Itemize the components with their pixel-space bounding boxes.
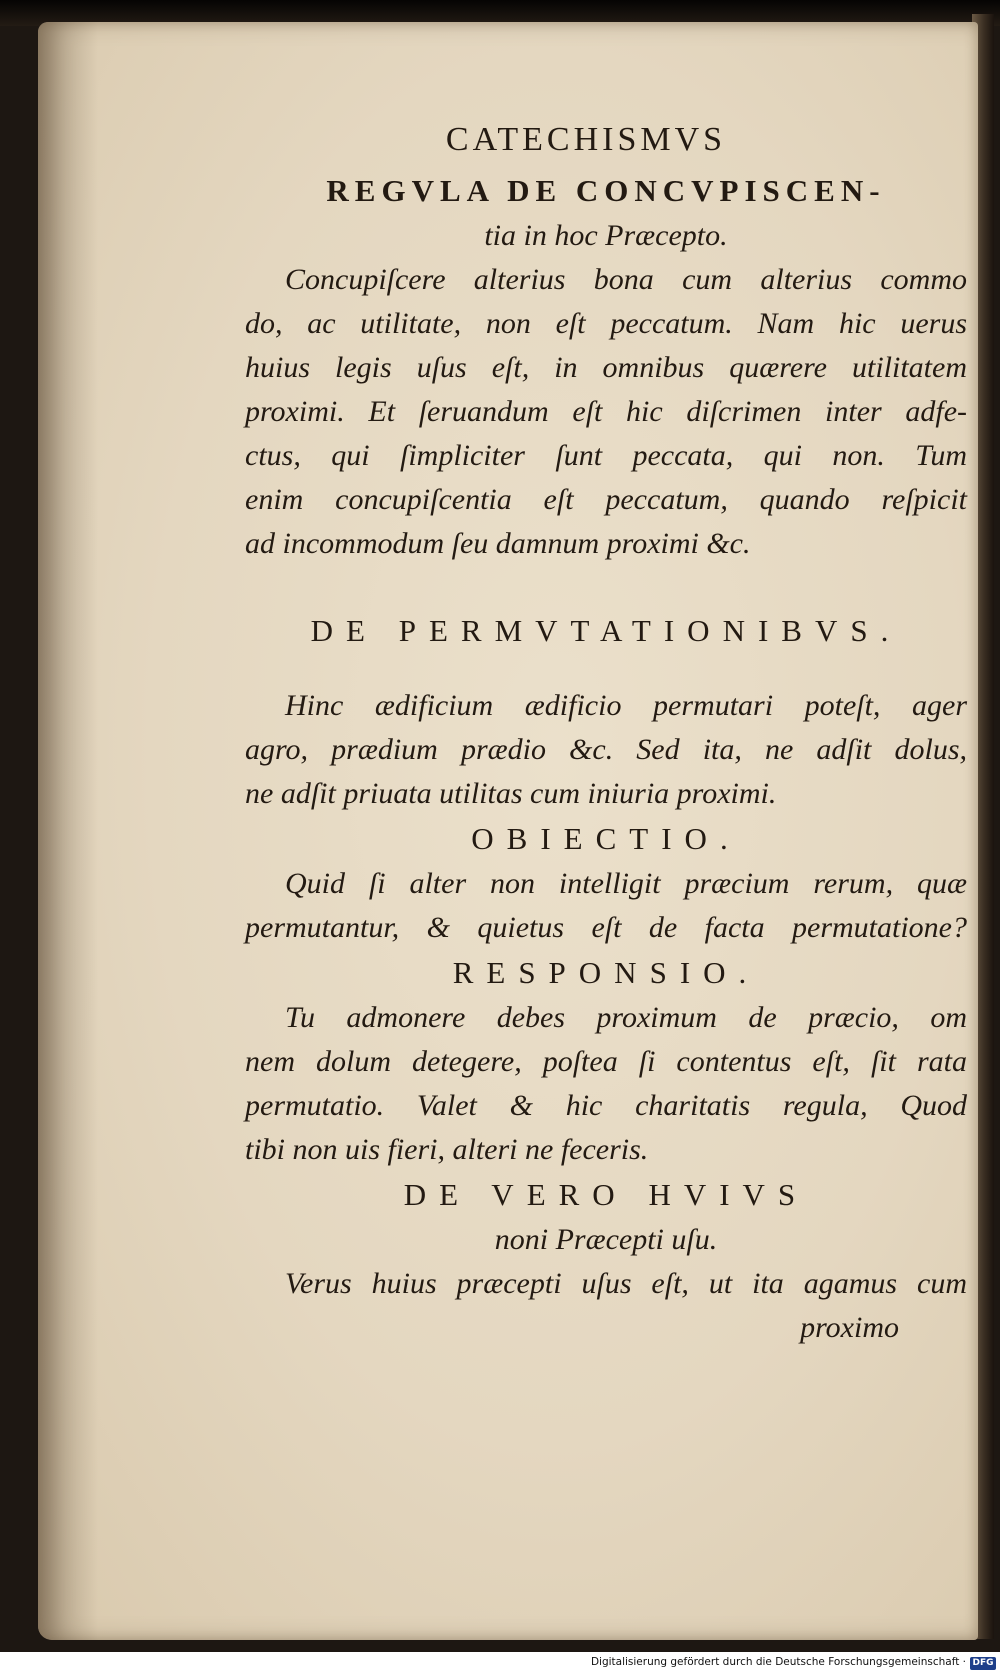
text-line: Quid ſi alter non intelligit præcium rerum, quæ bbox=[285, 867, 967, 900]
text-line: Tu admonere debes proximum de præcio, om bbox=[285, 1001, 967, 1034]
text-line: permutatio. Valet & hic charitatis regula, Quod bbox=[245, 1089, 967, 1122]
text-line: Hinc ædificium ædificio permutari poteſt, ager bbox=[285, 689, 967, 722]
text-line: do, ac utilitate, non eſt peccatum. Nam hic uerus bbox=[245, 307, 967, 340]
text-line: nem dolum detegere, poſtea ſi contentus eſt, ſit rata bbox=[245, 1045, 967, 1078]
paragraph-vero bbox=[245, 1262, 967, 1306]
paragraph-permutationibus bbox=[245, 684, 967, 816]
gutter-shadow bbox=[38, 22, 98, 1640]
digitization-footer bbox=[0, 1652, 1000, 1676]
text-line: agro, prædium prædio &c. Sed ita, ne adſit dolus, bbox=[245, 733, 967, 766]
text-line: ne adſit priuata utilitas cum iniuria proximi. bbox=[245, 777, 777, 810]
paragraph-regula bbox=[245, 258, 967, 566]
text-line: ad incommodum ſeu damnum proximi &c. bbox=[245, 527, 751, 560]
text-line: ctus, qui ſimpliciter ſunt peccata, qui non. Tum bbox=[245, 439, 967, 472]
dfg-logo-icon: DFG bbox=[970, 1657, 996, 1670]
section-heading-obiectio: OBIECTIO. bbox=[471, 821, 741, 856]
section-subheading-regula: tia in hoc Præcepto. bbox=[484, 219, 728, 252]
text-line: proximi. Et ſeruandum eſt hic diſcrimen inter adfe- bbox=[245, 395, 967, 428]
section-heading-vero: DE VERO HVIVS bbox=[403, 1177, 809, 1212]
text-line: tibi non uis fieri, alteri ne feceris. bbox=[245, 1133, 649, 1166]
attribution-text: Digitalisierung gefördert durch die Deutsche Forschungsgemeinschaft · bbox=[590, 1656, 966, 1668]
section-heading-regula: REGVLA DE CONCVPISCEN- bbox=[326, 173, 886, 208]
paragraph-obiectio bbox=[245, 862, 967, 950]
text-line: Verus huius præcepti uſus eſt, ut ita agamus cum bbox=[285, 1267, 967, 1300]
text-line: permutantur, & quietus eſt de facta permutatione? bbox=[245, 911, 967, 944]
paragraph-responsio bbox=[245, 996, 967, 1172]
section-heading-responsio: RESPONSIO. bbox=[452, 955, 760, 990]
section-subheading-vero: noni Præcepti uſu. bbox=[494, 1223, 718, 1256]
text-line: enim concupiſcentia eſt peccatum, quando reſpicit bbox=[245, 483, 967, 516]
text-line: huius legis uſus eſt, in omnibus quærere utilitatem bbox=[245, 351, 967, 384]
section-heading-permutationibus: DE PERMVTATIONIBVS. bbox=[310, 613, 902, 648]
catchword: proximo bbox=[800, 1311, 899, 1344]
text-line: Concupiſcere alterius bona cum alterius commo bbox=[285, 263, 967, 296]
page-text bbox=[245, 112, 967, 1350]
running-head: CATECHISMVS bbox=[445, 121, 727, 158]
